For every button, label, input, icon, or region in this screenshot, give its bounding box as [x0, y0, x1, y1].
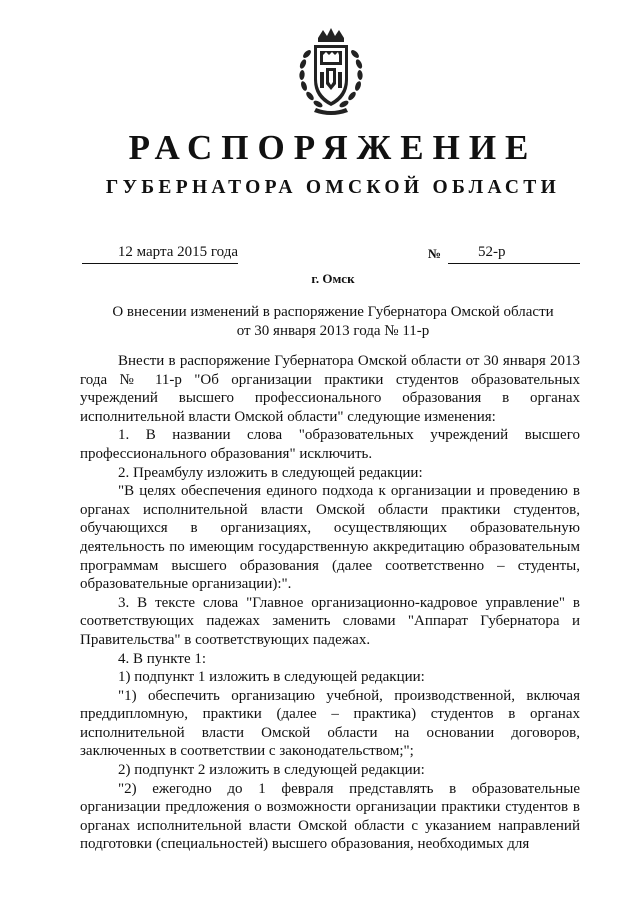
paragraph: 2. Преамбулу изложить в следующей редакции: — [118, 464, 423, 481]
paragraph: "2) ежегодно до 1 февраля представлять в образовательные организации предложения о возможности организации практики студентов в органах исполнительной власти Омской области с указанием направлений подготовки (специальностей) высшего образования, необходимых для — [80, 780, 580, 853]
document-title: РАСПОРЯЖЕНИЕ — [128, 128, 538, 167]
paragraph: 1) подпункт 1 изложить в следующей редакции: — [118, 669, 425, 686]
document-body — [80, 352, 580, 854]
document-subtitle: ГУБЕРНАТОРА ОМСКОЙ ОБЛАСТИ — [105, 177, 561, 198]
document-date: 12 марта 2015 года — [82, 243, 238, 264]
document-number: 52-р — [448, 243, 580, 264]
paragraph: 2) подпункт 2 изложить в следующей редакции: — [118, 762, 425, 779]
paragraph: "В целях обеспечения единого подхода к организации и проведению в органах исполнительной власти Омской области практики студентов, обучающихся в организациях, осуществляющих образовательную деятельность по имеющим государственную аккредитацию образовательным программам высшего образования (далее соответственно – студенты, образовательные организации):". — [80, 483, 580, 593]
paragraph: 1. В названии слова "образовательных учреждений высшего профессионального образования" исключить. — [80, 427, 580, 462]
document-city: г. Омск — [311, 271, 355, 286]
paragraph: "1) обеспечить организацию учебной, производственной, включая преддипломную, практики (далее – практика) студентов в органах исполнительной власти Омской области на основании договоров, заключенных в соответствии с законодательством;"; — [80, 687, 580, 760]
subject-line-2: от 30 января 2013 года № 11-р — [236, 323, 430, 339]
omsk-coat-of-arms-icon — [296, 28, 366, 116]
paragraph: Внести в распоряжение Губернатора Омской области от 30 января 2013 года № 11-р "Об организации практики студентов образовательных учреждений высшего профессионального образования в органах исполнительной власти Омской области" следующие изменения: — [80, 353, 580, 425]
document-subject — [80, 303, 586, 341]
paragraph: 3. В тексте слова "Главное организационно-кадровое управление" в соответствующих падежах заменить словами "Аппарат Губернатора и Правительства" в соответствующих падежах. — [80, 594, 580, 648]
subject-line-1: О внесении изменений в распоряжение Губернатора Омской области — [112, 304, 554, 320]
paragraph: 4. В пункте 1: — [118, 650, 207, 667]
number-sign: № — [428, 246, 442, 261]
